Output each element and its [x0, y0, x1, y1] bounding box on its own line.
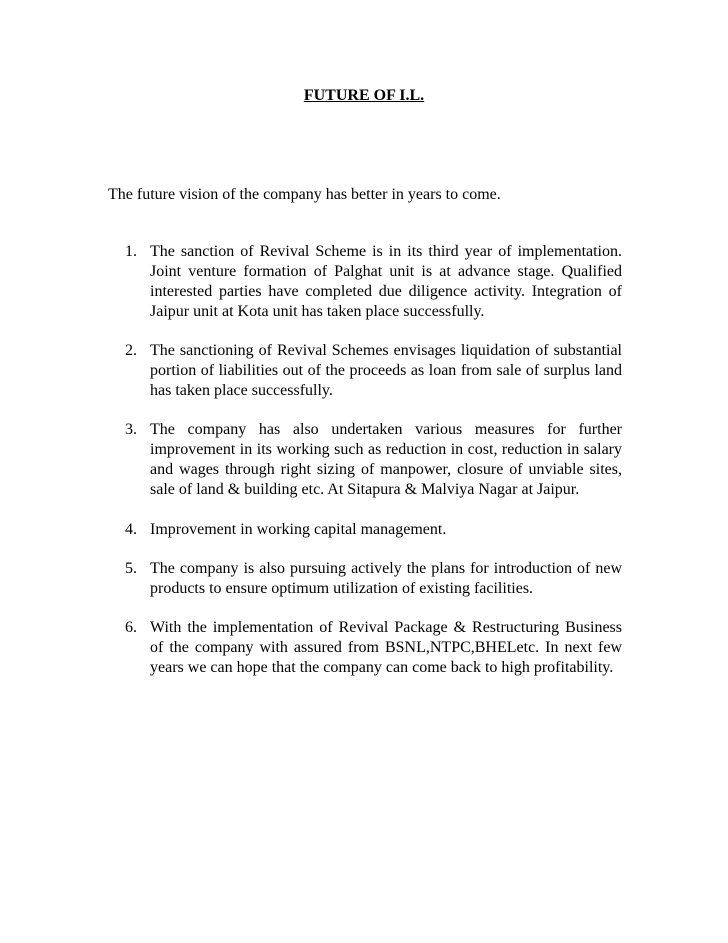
- list-item: [125, 618, 622, 678]
- list-item-text: With the implementation of Revival Package & Restructuring Business of the company with assured from BSNL,NTPC,BHELetc. In next few years we can hope that the company can come back to high profitability.: [150, 619, 622, 676]
- list-item-number: 1.: [125, 243, 137, 260]
- list-item: [125, 341, 622, 401]
- list-item-number: 3.: [125, 421, 137, 438]
- numbered-list: [125, 242, 622, 697]
- list-item-text: The sanctioning of Revival Schemes envisages liquidation of substantial portion of liabilities out of the proceeds as loan from sale of surplus land has taken place successfully.: [150, 342, 622, 399]
- list-item: [125, 242, 622, 322]
- list-item: [125, 559, 622, 599]
- list-item-number: 5.: [125, 560, 137, 577]
- list-item-text: The company is also pursuing actively the plans for introduction of new products to ensure optimum utilization of existing facilities.: [150, 560, 622, 597]
- list-item: [125, 520, 622, 540]
- page-title: FUTURE OF I.L.: [303, 87, 425, 104]
- list-item-text: Improvement in working capital management.: [150, 521, 447, 538]
- list-item-text: The company has also undertaken various measures for further improvement in its working such as reduction in cost, reduction in salary and wages through right sizing of manpower, closure of unviable sites, sale of land & building etc. At Sitapura & Malviya Nagar at Jaipur.: [150, 421, 622, 498]
- list-item-number: 2.: [125, 342, 137, 359]
- intro-paragraph: The future vision of the company has better in years to come.: [108, 186, 501, 203]
- list-item-number: 4.: [125, 521, 137, 538]
- list-item-number: 6.: [125, 619, 137, 636]
- list-item-text: The sanction of Revival Scheme is in its third year of implementation. Joint venture formation of Palghat unit is at advance stage. Qualified interested parties have completed due diligence activity. Integration of Jaipur unit at Kota unit has taken place successfully.: [150, 243, 622, 320]
- list-item: [125, 420, 622, 500]
